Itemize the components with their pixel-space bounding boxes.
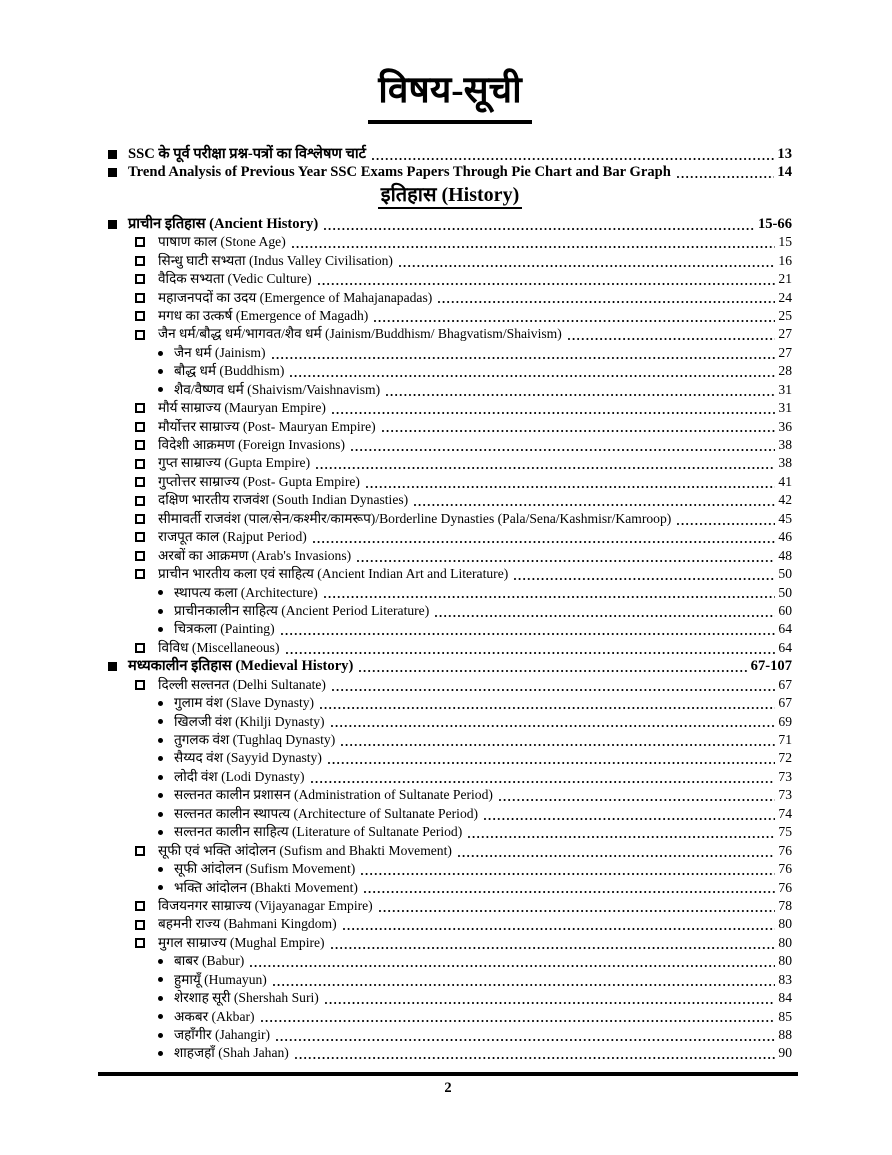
toc-row [108,639,792,657]
filled-square-bullet-icon [108,150,117,159]
dotted-leader [397,252,776,270]
dotted-leader [288,362,776,380]
toc-entry-page-number: 74 [778,805,792,821]
toc-entry-page-number: 72 [778,750,792,766]
toc-entry-label: हुमायूँ (Humayun) [174,971,267,987]
open-square-bullet-icon [135,274,145,284]
toc-entry-label: वैदिक सभ्यता (Vedic Culture) [158,271,312,287]
toc-entry-page-number: 42 [778,492,792,508]
toc-row [108,971,792,989]
toc-entry-page-number: 80 [778,953,792,969]
dotted-leader [271,971,777,989]
toc-entry-label: विविध (Miscellaneous) [158,639,280,655]
dotted-leader [497,786,776,804]
dot-bullet-icon [158,867,163,872]
toc-row [108,915,792,933]
dot-bullet-icon [158,756,163,761]
toc-entry-label: भक्ति आंदोलन (Bhakti Movement) [174,879,358,895]
toc-entry-page-number: 50 [778,566,792,582]
toc-entry-page-number: 88 [778,1027,792,1043]
dot-bullet-icon [158,627,163,632]
dotted-leader [377,897,777,915]
toc-entry-label: शेरशाह सूरी (Shershah Suri) [174,990,319,1006]
open-square-bullet-icon [135,403,145,413]
toc-entry-label: मुगल साम्राज्य (Mughal Empire) [158,934,325,950]
toc-row [108,897,792,915]
toc-row [108,602,792,620]
dotted-leader [323,989,777,1007]
dotted-leader [290,233,777,251]
toc-row [108,307,792,325]
toc-entry-page-number: 83 [778,971,792,987]
toc-entry-page-number: 15-66 [757,215,792,232]
toc-entry-label: मगध का उत्कर्ष (Emergence of Magadh) [158,307,369,323]
open-square-bullet-icon [135,237,145,247]
toc-entry-label: मौर्योत्तर साम्राज्य (Post- Mauryan Empire) [158,418,376,434]
toc-entry-label: दिल्ली सल्तनत (Delhi Sultanate) [158,676,326,692]
toc-row [108,381,792,399]
toc-entry-page-number: 27 [778,326,792,342]
toc-entry-page-number: 73 [778,787,792,803]
dot-bullet-icon [158,959,163,964]
toc-entry-page-number: 64 [778,639,792,655]
dot-bullet-icon [158,1014,163,1019]
toc-entry-page-number: 64 [778,621,792,637]
open-square-bullet-icon [135,293,145,303]
toc-entry-label: Trend Analysis of Previous Year SSC Exams Papers Through Pie Chart and Bar Graph [128,164,671,181]
toc-row [108,879,792,897]
dot-bullet-icon [158,738,163,743]
dotted-leader [318,694,776,712]
toc-row [108,713,792,731]
page-title-wrap [108,70,792,124]
toc-entry-label: स्थापत्य कला (Architecture) [174,584,318,600]
toc-row [108,215,792,233]
toc-entry-label: सीमावर्ती राजवंश (पाल/सेन/कश्मीर/कामरूप)/Borderline Dynasties (Pala/Sena/Kashmisr/Kamroop) [158,510,672,526]
toc-entry-label: शैव/वैष्णव धर्म (Shaivism/Vaishnavism) [174,381,381,397]
toc-row [108,473,792,491]
toc-entry-label: गुप्त साम्राज्य (Gupta Empire) [158,455,311,471]
open-square-bullet-icon [135,643,145,653]
toc-row [108,823,792,841]
dot-bullet-icon [158,369,163,374]
toc-row [108,749,792,767]
toc-entry-page-number: 46 [778,529,792,545]
toc-entry-label: सूफी आंदोलन (Sufism Movement) [174,861,356,877]
toc-entry-page-number: 31 [778,400,792,416]
dotted-leader [362,879,777,897]
toc-entry-page-number: 36 [778,418,792,434]
toc-list [108,145,792,1063]
dotted-leader [311,528,777,546]
toc-row [108,860,792,878]
toc-row [108,547,792,565]
open-square-bullet-icon [135,938,145,948]
open-square-bullet-icon [135,680,145,690]
toc-row [108,952,792,970]
dotted-leader [316,270,777,288]
open-square-bullet-icon [135,496,145,506]
toc-entry-label: राजपूत काल (Rajput Period) [158,529,307,545]
dotted-leader [284,639,777,657]
toc-row [108,1008,792,1026]
toc-entry-page-number: 80 [778,916,792,932]
toc-entry-label: मौर्य साम्राज्य (Mauryan Empire) [158,400,326,416]
dotted-leader [314,454,776,472]
toc-entry-page-number: 76 [778,861,792,877]
open-square-bullet-icon [135,901,145,911]
dotted-leader [370,145,775,163]
dotted-leader [482,805,776,823]
section-heading-row [108,184,792,211]
dotted-leader [322,215,756,233]
open-square-bullet-icon [135,514,145,524]
toc-row [108,584,792,602]
dot-bullet-icon [158,351,163,356]
toc-entry-label: सिन्धु घाटी सभ्यता (Indus Valley Civilisation) [158,252,393,268]
toc-entry-label: बौद्ध धर्म (Buddhism) [174,363,285,379]
toc-entry-label: प्राचीनकालीन साहित्य (Ancient Period Literature) [174,602,430,618]
toc-row [108,163,792,181]
dotted-leader [339,731,776,749]
dotted-leader [412,491,776,509]
dotted-leader [372,307,776,325]
toc-entry-page-number: 75 [778,824,792,840]
filled-square-bullet-icon [108,168,117,177]
dotted-leader [329,934,777,952]
toc-entry-page-number: 48 [778,547,792,563]
toc-entry-label: अकबर (Akbar) [174,1008,255,1024]
dotted-leader [330,399,777,417]
open-square-bullet-icon [135,551,145,561]
toc-entry-label: जहाँगीर (Jahangir) [174,1027,271,1043]
dot-bullet-icon [158,793,163,798]
open-square-bullet-icon [135,440,145,450]
toc-entry-page-number: 28 [778,363,792,379]
dotted-leader [355,547,776,565]
toc-entry-label: सैय्यद वंश (Sayyid Dynasty) [174,750,322,766]
toc-entry-page-number: 90 [778,1045,792,1061]
toc-entry-page-number: 38 [778,437,792,453]
toc-entry-page-number: 27 [778,344,792,360]
open-square-bullet-icon [135,330,145,340]
open-square-bullet-icon [135,459,145,469]
toc-entry-page-number: 60 [778,602,792,618]
toc-row [108,694,792,712]
open-square-bullet-icon [135,569,145,579]
open-square-bullet-icon [135,920,145,930]
toc-row [108,491,792,509]
toc-row [108,786,792,804]
toc-entry-page-number: 14 [777,164,792,181]
dot-bullet-icon [158,885,163,890]
toc-entry-label: दक्षिण भारतीय राजवंश (South Indian Dynasties) [158,492,409,508]
toc-entry-page-number: 50 [778,584,792,600]
dot-bullet-icon [158,830,163,835]
toc-entry-page-number: 73 [778,768,792,784]
dotted-leader [349,436,776,454]
toc-entry-label: प्राचीन इतिहास (Ancient History) [128,215,319,232]
dot-bullet-icon [158,996,163,1001]
toc-row [108,676,792,694]
toc-entry-label: चित्रकला (Painting) [174,621,275,637]
toc-entry-page-number: 24 [778,289,792,305]
dotted-leader [329,713,777,731]
toc-row [108,344,792,362]
toc-entry-label: SSC के पूर्व परीक्षा प्रश्न-पत्रों का विश्लेषण चार्ट [128,145,366,162]
toc-entry-label: गुलाम वंश (Slave Dynasty) [174,695,315,711]
toc-row [108,399,792,417]
dotted-leader [436,289,776,307]
toc-row [108,768,792,786]
dotted-leader [248,952,776,970]
toc-entry-label: महाजनपदों का उदय (Emergence of Mahajanapadas) [158,289,433,305]
dotted-leader [279,620,777,638]
page-footer [98,1072,798,1097]
dot-bullet-icon [158,1051,163,1056]
toc-row [108,362,792,380]
open-square-bullet-icon [135,477,145,487]
dot-bullet-icon [158,701,163,706]
dot-bullet-icon [158,1033,163,1038]
toc-row [108,325,792,343]
dotted-leader [259,1008,777,1026]
dotted-leader [456,842,776,860]
dot-bullet-icon [158,977,163,982]
toc-entry-page-number: 69 [778,713,792,729]
toc-row [108,620,792,638]
toc-entry-label: बहमनी राज्य (Bahmani Kingdom) [158,916,337,932]
dotted-leader [380,418,777,436]
toc-row [108,842,792,860]
dotted-leader [675,510,776,528]
dot-bullet-icon [158,609,163,614]
dot-bullet-icon [158,775,163,780]
section-heading: इतिहास (History) [378,184,522,209]
toc-entry-page-number: 84 [778,990,792,1006]
toc-entry-label: सल्तनत कालीन प्रशासन (Administration of Sultanate Period) [174,787,493,803]
toc-entry-page-number: 67 [778,695,792,711]
toc-entry-label: सल्तनत कालीन स्थापत्य (Architecture of Sultanate Period) [174,805,479,821]
toc-entry-page-number: 41 [778,473,792,489]
dotted-leader [433,602,776,620]
filled-square-bullet-icon [108,662,117,671]
toc-entry-page-number: 38 [778,455,792,471]
toc-entry-label: मध्यकालीन इतिहास (Medieval History) [128,658,354,675]
toc-entry-label: तुगलक वंश (Tughlaq Dynasty) [174,732,336,748]
page-title: विषय-सूची [368,70,531,124]
toc-entry-label: पाषाण काल (Stone Age) [158,234,286,250]
open-square-bullet-icon [135,422,145,432]
toc-entry-label: लोदी वंश (Lodi Dynasty) [174,768,305,784]
toc-entry-label: खिलजी वंश (Khilji Dynasty) [174,713,325,729]
toc-row [108,233,792,251]
toc-row [108,510,792,528]
toc-entry-page-number: 45 [778,510,792,526]
toc-row [108,565,792,583]
dotted-leader [675,163,776,181]
toc-entry-label: गुप्तोत्तर साम्राज्य (Post- Gupta Empire) [158,473,360,489]
toc-entry-label: जैन धर्म (Jainism) [174,344,266,360]
dotted-leader [364,473,776,491]
dotted-leader [293,1044,777,1062]
open-square-bullet-icon [135,256,145,266]
toc-entry-page-number: 67-107 [750,658,792,675]
toc-entry-page-number: 13 [777,145,792,162]
dot-bullet-icon [158,387,163,392]
toc-row [108,805,792,823]
toc-row [108,731,792,749]
footer-page-number: 2 [444,1079,452,1096]
toc-entry-page-number: 78 [778,897,792,913]
toc-entry-label: अरबों का आक्रमण (Arab's Invasions) [158,547,352,563]
dotted-leader [466,823,776,841]
toc-entry-label: सल्तनत कालीन साहित्य (Literature of Sultanate Period) [174,824,463,840]
toc-entry-label: विजयनगर साम्राज्य (Vijayanagar Empire) [158,897,373,913]
toc-entry-page-number: 21 [778,271,792,287]
toc-entry-label: प्राचीन भारतीय कला एवं साहित्य (Ancient Indian Art and Literature) [158,566,509,582]
dotted-leader [566,325,777,343]
toc-entry-label: जैन धर्म/बौद्ध धर्म/भागवत/शैव धर्म (Jainism/Buddhism/ Bhagvatism/Shaivism) [158,326,562,342]
toc-entry-page-number: 67 [778,676,792,692]
dotted-leader [357,657,748,675]
toc-entry-page-number: 71 [778,732,792,748]
dotted-leader [326,749,777,767]
toc-row [108,270,792,288]
dotted-leader [270,344,777,362]
footer-double-rule [98,1072,798,1076]
open-square-bullet-icon [135,532,145,542]
toc-row [108,436,792,454]
toc-entry-label: सूफी एवं भक्ति आंदोलन (Sufism and Bhakti Movement) [158,842,452,858]
toc-row [108,145,792,163]
toc-row [108,289,792,307]
toc-entry-label: शाहजहाँ (Shah Jahan) [174,1045,289,1061]
toc-entry-page-number: 25 [778,307,792,323]
toc-row [108,418,792,436]
dotted-leader [359,860,776,878]
toc-row [108,934,792,952]
dot-bullet-icon [158,590,163,595]
toc-row [108,528,792,546]
open-square-bullet-icon [135,311,145,321]
toc-entry-page-number: 16 [778,252,792,268]
toc-entry-page-number: 80 [778,934,792,950]
toc-entry-page-number: 76 [778,879,792,895]
dotted-leader [322,584,777,602]
dotted-leader [384,381,776,399]
dot-bullet-icon [158,719,163,724]
toc-row [108,657,792,675]
filled-square-bullet-icon [108,220,117,229]
dot-bullet-icon [158,812,163,817]
dotted-leader [512,565,776,583]
toc-row [108,1026,792,1044]
toc-entry-page-number: 85 [778,1008,792,1024]
dotted-leader [309,768,777,786]
dotted-leader [330,676,776,694]
dotted-leader [341,915,777,933]
toc-entry-page-number: 31 [778,381,792,397]
toc-row [108,989,792,1007]
toc-row [108,252,792,270]
toc-entry-label: बाबर (Babur) [174,953,245,969]
open-square-bullet-icon [135,846,145,856]
dotted-leader [274,1026,776,1044]
toc-entry-page-number: 76 [778,842,792,858]
toc-row [108,1044,792,1062]
toc-entry-label: विदेशी आक्रमण (Foreign Invasions) [158,437,345,453]
toc-row [108,454,792,472]
toc-entry-page-number: 15 [778,234,792,250]
